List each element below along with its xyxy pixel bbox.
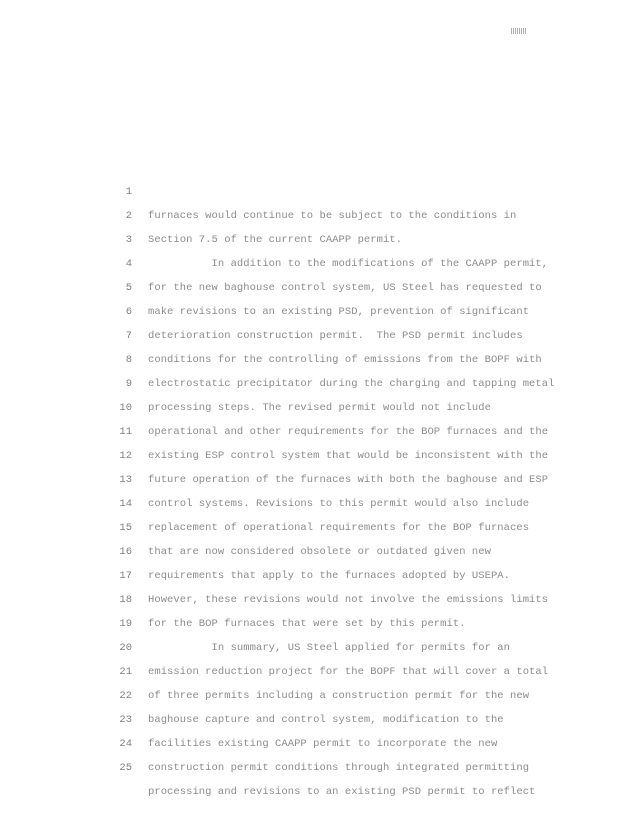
line-number: 17 bbox=[119, 570, 132, 582]
line-number: 10 bbox=[119, 402, 132, 414]
line-text: requirements that apply to the furnaces adopted by USEPA. bbox=[148, 570, 511, 582]
line-text: deterioration construction permit. The PSD permit includes bbox=[148, 330, 523, 342]
line-number: 9 bbox=[125, 378, 132, 390]
line-text: that are now considered obsolete or outdated given new bbox=[148, 546, 491, 558]
line-number: 23 bbox=[119, 714, 132, 726]
line-number: 13 bbox=[119, 474, 132, 486]
line-text: furnaces would continue to be subject to the conditions in bbox=[148, 210, 517, 222]
line-text: make revisions to an existing PSD, prevention of significant bbox=[148, 306, 530, 318]
line-text: for the new baghouse control system, US Steel has requested to bbox=[148, 282, 542, 294]
line-number: 25 bbox=[119, 762, 132, 774]
line-text: replacement of operational requirements for the BOP furnaces bbox=[148, 522, 530, 534]
line-text: In addition to the modifications of the CAAPP permit, bbox=[148, 258, 549, 270]
line-text: baghouse capture and control system, modification to the bbox=[148, 714, 504, 726]
line-number: 21 bbox=[119, 666, 132, 678]
line-number: 11 bbox=[119, 426, 132, 438]
line-number: 4 bbox=[125, 258, 132, 270]
line-number: 5 bbox=[125, 282, 132, 294]
line-text: of three permits including a construction permit for the new bbox=[148, 690, 530, 702]
line-number: 22 bbox=[119, 690, 132, 702]
line-number: 15 bbox=[119, 522, 132, 534]
page-mark bbox=[511, 28, 527, 34]
line-text: existing ESP control system that would be inconsistent with the bbox=[148, 450, 549, 462]
line-text: processing steps. The revised permit would not include bbox=[148, 402, 491, 414]
line-number: 16 bbox=[119, 546, 132, 558]
line-text: operational and other requirements for the BOP furnaces and the bbox=[148, 426, 549, 438]
line-text: In summary, US Steel applied for permits for an bbox=[148, 642, 511, 654]
line-text: electrostatic precipitator during the charging and tapping metal bbox=[148, 378, 555, 390]
line-text: future operation of the furnaces with both the baghouse and ESP bbox=[148, 474, 549, 486]
line-text: construction permit conditions through integrated permitting bbox=[148, 762, 530, 774]
line-number: 19 bbox=[119, 618, 132, 630]
line-text: for the BOP furnaces that were set by this permit. bbox=[148, 618, 466, 630]
line-number: 8 bbox=[125, 354, 132, 366]
line-text: Section 7.5 of the current CAAPP permit. bbox=[148, 234, 403, 246]
line-text: control systems. Revisions to this permit would also include bbox=[148, 498, 530, 510]
line-number: 20 bbox=[119, 642, 132, 654]
line-number: 3 bbox=[125, 234, 132, 246]
line-number: 18 bbox=[119, 594, 132, 606]
line-number: 7 bbox=[125, 330, 132, 342]
line-text: facilities existing CAAPP permit to incorporate the new bbox=[148, 738, 498, 750]
line-number: 1 bbox=[125, 186, 132, 198]
line-number: 12 bbox=[119, 450, 132, 462]
line-number: 2 bbox=[125, 210, 132, 222]
line-number: 14 bbox=[119, 498, 132, 510]
line-text: emission reduction project for the BOPF that will cover a total bbox=[148, 666, 549, 678]
line-number: 6 bbox=[125, 306, 132, 318]
line-number: 24 bbox=[119, 738, 132, 750]
line-text: processing and revisions to an existing PSD permit to reflect bbox=[148, 786, 536, 798]
line-text: However, these revisions would not involve the emissions limits bbox=[148, 594, 549, 606]
line-text: conditions for the controlling of emissions from the BOPF with bbox=[148, 354, 542, 366]
transcript-line bbox=[0, 156, 618, 222]
